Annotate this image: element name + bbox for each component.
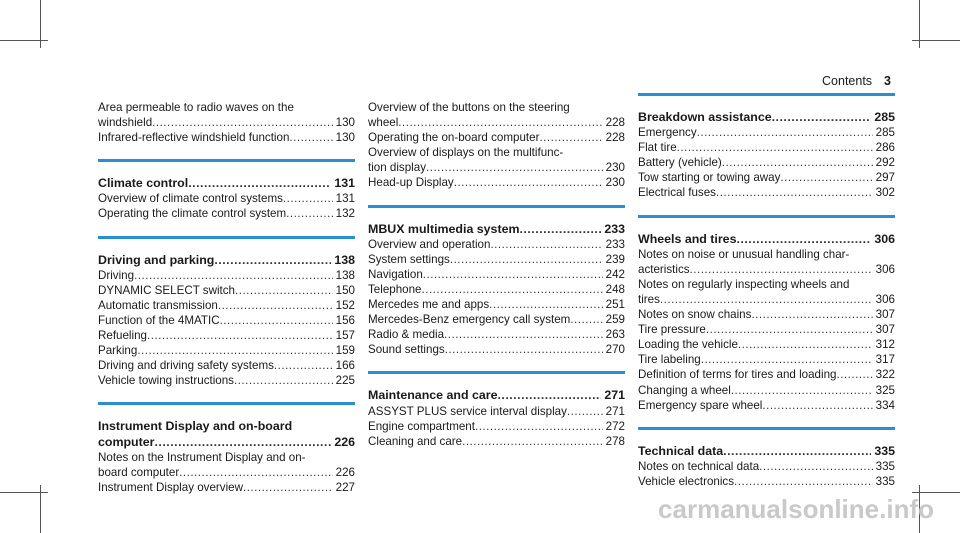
toc-entry[interactable] [98, 191, 355, 206]
toc-entry-label: Tow starting or towing away [638, 171, 781, 185]
toc-entry-label: DYNAMIC SELECT switch [98, 283, 236, 297]
section-divider [368, 371, 625, 374]
toc-entry[interactable] [98, 328, 355, 343]
toc-entry[interactable] [368, 130, 625, 145]
toc-entry[interactable] [98, 268, 355, 283]
toc-entry-page: 152 [335, 298, 355, 312]
toc-entry-page: 166 [335, 359, 355, 373]
toc-entry-page: 228 [605, 131, 625, 145]
toc-entry-label: Vehicle electronics [638, 474, 735, 488]
toc-entry[interactable] [368, 267, 625, 282]
toc-entry-label: Operating the climate control system [98, 207, 287, 221]
toc-entry-label: Tire pressure [638, 323, 706, 337]
section-page: 271 [604, 388, 625, 403]
toc-entry[interactable] [98, 313, 355, 328]
toc-section-heading[interactable] [638, 110, 895, 125]
toc-entry-label: Navigation [368, 267, 423, 281]
toc-entry-label: Engine compartment [368, 419, 475, 433]
toc-entry[interactable] [368, 327, 625, 342]
toc-entry-page: 272 [605, 419, 625, 433]
toc-entry-label: Tire labeling [638, 353, 701, 367]
toc-entry-page: 335 [875, 459, 895, 473]
toc-section [638, 444, 895, 489]
section-page: 226 [334, 434, 355, 449]
toc-column-2 [368, 100, 625, 463]
toc-section-heading[interactable] [98, 253, 355, 268]
toc-section-heading[interactable] [98, 176, 355, 191]
toc-entry-page: 130 [335, 131, 355, 145]
toc-entry-page: 307 [875, 323, 895, 337]
toc-entry-page: 130 [335, 116, 355, 130]
toc-entry-label: Notes on snow chains [638, 308, 752, 322]
toc-section [368, 222, 625, 358]
toc-entry[interactable] [98, 130, 355, 145]
toc-entry-page: 230 [605, 161, 625, 175]
toc-entry-label: Overview of climate control systems [98, 192, 283, 206]
toc-entry-page: 322 [875, 368, 895, 382]
toc-entry-label: Automatic transmission [98, 298, 218, 312]
section-title: Technical data [638, 443, 724, 458]
toc-entry[interactable]: Notes on regularly inspecting wheels and [638, 277, 850, 291]
crop-mark [912, 492, 960, 493]
section-page: 131 [334, 176, 355, 191]
toc-entry[interactable] [638, 322, 895, 337]
toc-entry[interactable] [638, 307, 895, 322]
section-title: Wheels and tires [638, 231, 737, 246]
toc-entry-page: 307 [875, 308, 895, 322]
toc-entry[interactable] [638, 125, 895, 140]
toc-entry[interactable] [98, 283, 355, 298]
toc-entry-page: 271 [605, 404, 625, 418]
toc-entry[interactable] [638, 140, 895, 155]
toc-entry[interactable] [368, 419, 625, 434]
toc-entry-label: Changing a wheel [638, 383, 731, 397]
toc-entry[interactable] [368, 115, 625, 130]
toc-entry[interactable] [98, 480, 355, 495]
toc-entry[interactable] [638, 292, 895, 307]
toc-entry-page: 317 [875, 353, 895, 367]
toc-entry[interactable] [638, 170, 895, 185]
toc-entry-label: Driving and driving safety systems [98, 359, 274, 373]
toc-entry-label: Operating the on-board computer [368, 131, 540, 145]
toc-entry[interactable] [368, 297, 625, 312]
section-page: 138 [334, 252, 355, 267]
toc-entry-label: Refueling [98, 329, 147, 343]
toc-entry-label: Flat tire [638, 141, 677, 155]
toc-entry[interactable] [98, 465, 355, 480]
toc-entry-page: 263 [605, 328, 625, 342]
toc-entry-page: 242 [605, 267, 625, 281]
section-divider [98, 159, 355, 162]
toc-section-heading[interactable] [638, 232, 895, 247]
toc-entry-page: 225 [335, 374, 355, 388]
toc-entry[interactable] [638, 367, 895, 382]
toc-section-heading[interactable] [98, 435, 355, 450]
section-page: 306 [874, 231, 895, 246]
toc-entry-page: 227 [335, 480, 355, 494]
toc-entry-label: tion display [368, 161, 427, 175]
toc-entry-label: Overview and operation [368, 237, 491, 251]
toc-entry[interactable] [368, 434, 625, 449]
toc-section [98, 253, 355, 389]
toc-entry-label: Battery (vehicle) [638, 156, 722, 170]
crop-mark [0, 40, 48, 41]
page-number: 3 [884, 74, 891, 88]
toc-section [368, 388, 625, 448]
toc-entry-label: Definition of terms for tires and loading [638, 368, 837, 382]
toc-entry-label: Radio & media [368, 328, 445, 342]
section-page: 335 [874, 443, 895, 458]
section-title: Driving and parking [98, 252, 215, 267]
toc-entry-page: 286 [875, 141, 895, 155]
watermark-logo: carmanualsonline.info [658, 494, 934, 524]
section-page: 233 [604, 221, 625, 236]
section-title: computer [98, 434, 155, 449]
toc-entry-label: Electrical fuses [638, 186, 716, 200]
crop-mark [0, 492, 48, 493]
toc-entry[interactable] [638, 383, 895, 398]
toc-entry[interactable] [98, 115, 355, 130]
page-header [822, 74, 891, 88]
toc-entry-page: 131 [335, 192, 355, 206]
toc-section [98, 176, 355, 221]
toc-entry[interactable] [98, 373, 355, 388]
section-title: Maintenance and care [368, 388, 498, 403]
toc-entry-label: board computer [98, 465, 180, 479]
section-title: Breakdown assistance [638, 110, 772, 124]
toc-entry[interactable] [638, 262, 895, 277]
toc-section [368, 100, 625, 191]
toc-entry[interactable] [368, 175, 625, 190]
toc-entry-label: Telephone [368, 282, 422, 296]
toc-entry[interactable] [638, 459, 895, 474]
toc-entry-label: System settings [368, 252, 450, 266]
toc-entry-page: 150 [335, 283, 355, 297]
toc-entry-page: 285 [875, 126, 895, 140]
toc-entry[interactable] [638, 474, 895, 489]
toc-entry-page: 306 [875, 292, 895, 306]
toc-entry-label: Mercedes-Benz emergency call system [368, 313, 571, 327]
toc-entry[interactable]: Overview of the buttons on the steering [368, 101, 570, 114]
toc-entry[interactable]: Area permeable to radio waves on the [98, 101, 294, 114]
section-title: MBUX multimedia system [368, 221, 520, 236]
toc-entry[interactable] [368, 160, 625, 175]
toc-entry-page: 259 [605, 313, 625, 327]
section-divider [638, 215, 895, 218]
toc-entry-label: ASSYST PLUS service interval display [368, 404, 567, 418]
toc-entry-page: 306 [875, 262, 895, 276]
toc-entry-page: 278 [605, 434, 625, 448]
toc-section [638, 110, 895, 201]
toc-entry-page: 226 [335, 465, 355, 479]
toc-entry[interactable]: Notes on the Instrument Display and on- [98, 450, 306, 464]
toc-entry-label: Sound settings [368, 343, 445, 357]
toc-entry[interactable] [638, 398, 895, 413]
toc-entry-label: tires [638, 292, 660, 306]
toc-entry[interactable]: Notes on noise or unusual handling char- [638, 247, 850, 261]
toc-entry[interactable] [98, 343, 355, 358]
toc-entry-label: Loading the vehicle [638, 338, 738, 352]
toc-entry-label: Head-up Display [368, 176, 454, 190]
toc-entry-label: Vehicle towing instructions [98, 374, 234, 388]
toc-entry-page: 297 [875, 171, 895, 185]
toc-entry[interactable] [368, 252, 625, 267]
toc-entry[interactable] [368, 282, 625, 297]
section-title-line1[interactable]: Instrument Display and on-board [98, 419, 293, 434]
toc-entry[interactable] [368, 237, 625, 252]
section-title: Climate control [98, 176, 189, 191]
toc-entry-page: 239 [605, 252, 625, 266]
toc-entry-label: wheel [368, 116, 399, 130]
toc-entry-page: 159 [335, 344, 355, 358]
toc-entry-page: 138 [335, 268, 355, 282]
toc-entry-label: Cleaning and care [368, 434, 463, 448]
toc-section-heading[interactable] [368, 388, 625, 403]
toc-entry-page: 312 [875, 338, 895, 352]
section-divider [98, 402, 355, 405]
toc-entry[interactable]: Overview of displays on the multifunc- [368, 146, 564, 160]
toc-entry[interactable] [98, 298, 355, 313]
toc-entry-label: windshield [98, 116, 153, 130]
toc-entry-label: Emergency spare wheel [638, 398, 763, 412]
toc-column-3 [638, 93, 895, 503]
toc-entry-page: 302 [875, 186, 895, 200]
toc-entry-page: 230 [605, 176, 625, 190]
toc-entry-page: 157 [335, 329, 355, 343]
toc-entry[interactable] [368, 312, 625, 327]
toc-section [98, 419, 355, 494]
toc-entry-page: 292 [875, 156, 895, 170]
toc-entry-label: Infrared-reflective windshield function [98, 131, 290, 145]
toc-section [638, 232, 895, 413]
toc-entry-label: Emergency [638, 126, 697, 140]
toc-entry[interactable] [638, 352, 895, 367]
toc-entry-label: Instrument Display overview [98, 480, 243, 494]
toc-section-heading[interactable] [368, 222, 625, 237]
toc-entry[interactable] [638, 185, 895, 200]
header-title: Contents [822, 74, 873, 88]
toc-entry-page: 335 [875, 474, 895, 488]
crop-mark [912, 40, 960, 41]
toc-section-heading[interactable] [638, 444, 895, 459]
toc-entry-label: Function of the 4MATIC [98, 313, 220, 327]
toc-column-1 [98, 100, 355, 509]
toc-entry-label: Mercedes me and apps [368, 298, 490, 312]
toc-entry[interactable] [638, 337, 895, 352]
section-divider [98, 236, 355, 239]
section-page: 285 [874, 110, 895, 124]
toc-entry-page: 251 [605, 298, 625, 312]
toc-entry[interactable] [98, 358, 355, 373]
section-divider [638, 93, 895, 96]
toc-section [98, 100, 355, 145]
toc-entry-label: Driving [98, 268, 135, 282]
section-divider [368, 205, 625, 208]
toc-entry[interactable] [368, 342, 625, 357]
section-divider [638, 427, 895, 430]
toc-entry-page: 334 [875, 398, 895, 412]
toc-entry-page: 156 [335, 313, 355, 327]
toc-entry-page: 233 [605, 237, 625, 251]
toc-entry[interactable] [638, 155, 895, 170]
toc-entry-label: Parking [98, 344, 138, 358]
toc-entry[interactable] [98, 206, 355, 221]
toc-entry-page: 248 [605, 282, 625, 296]
toc-entry-label: acteristics [638, 262, 690, 276]
toc-entry-page: 228 [605, 116, 625, 130]
toc-entry-page: 270 [605, 343, 625, 357]
toc-entry-page: 132 [335, 207, 355, 221]
toc-entry[interactable] [368, 404, 625, 419]
toc-entry-label: Notes on technical data [638, 459, 760, 473]
toc-entry-page: 325 [875, 383, 895, 397]
